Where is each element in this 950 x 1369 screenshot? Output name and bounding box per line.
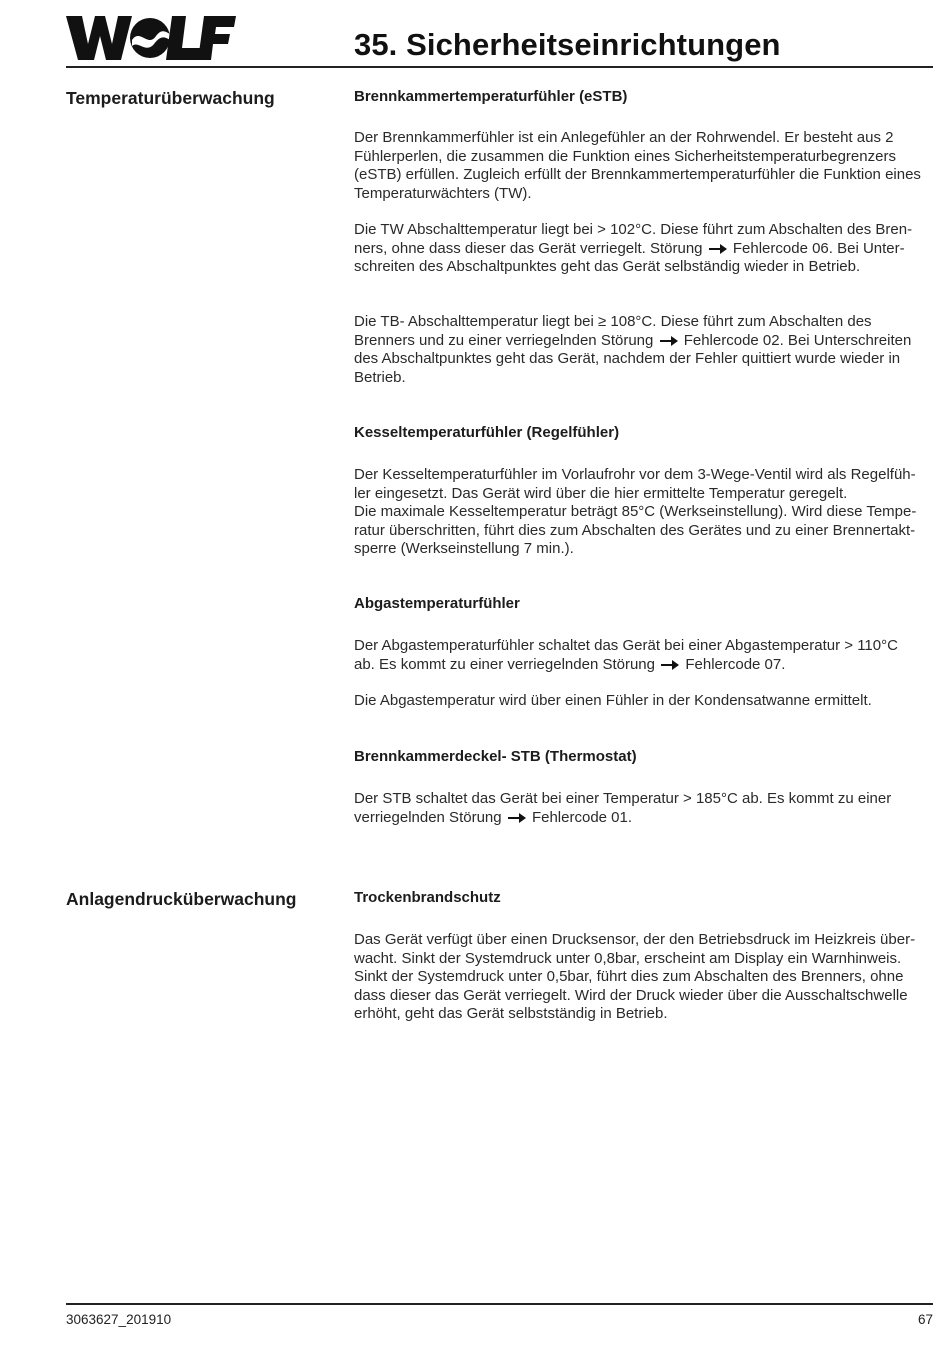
paragraph-brennkammerfuehler-description: Der Brennkammerfühler ist ein Anlegefühler an der Rohrwendel. Er besteht aus 2 Fühlerperlen, die zusammen die Funktion eines Sicherheitstemperaturbegrenzers (eSTB) erfüllen. Zugleich erfüllt der Brennkammertemperaturfühler die Funktion eines Temperaturwächters (TW). (354, 129, 921, 202)
subheading-brennkammerdeckel-stb: Brennkammerdeckel- STB (Thermostat) (354, 748, 637, 765)
paragraph-trockenbrandschutz: Das Gerät verfügt über einen Drucksensor, der den Betriebsdruck im Heizkreis über- wacht. Sinkt der Systemdruck unter 0,8bar, erscheint am Display ein Warnhinweis. Sinkt der Systemdruck unter 0,5bar, führt dies zum Abschalten des Brenners, ohne dass dieser das Gerät verriegelt. Wird der Druck wieder über die Ausschaltschwelle erhöht, geht das Gerät selbstständig in Betrieb. (354, 931, 916, 1022)
subheading-trockenbrandschutz: Trockenbrandschutz (354, 889, 501, 906)
paragraph-abgastemperaturfuehler: Der Abgastemperaturfühler schaltet das Gerät bei einer Abgastemperatur > 110°C ab. Es kommt zu einer verriegelnden Störung Fehlercode 07. (354, 637, 898, 673)
subheading-kesseltemperaturfuehler: Kesseltemperaturfühler (Regelfühler) (354, 424, 620, 441)
subheading-brennkammertemperaturfuehler: Brennkammertemperaturfühler (eSTB) (354, 88, 628, 105)
paragraph-tw-abschalttemperatur: Die TW Abschalttemperatur liegt bei > 102°C. Diese führt zum Abschalten des Bren- ners, ohne dass dieser das Gerät verriegelt. Störung Fehlercode 06. Bei Unter- schreiten des Abschaltpunktes geht das Gerät selbständig wieder in Betrieb. (354, 221, 913, 275)
paragraph-abgastemperatur-kondensatwanne: Die Abgastemperatur wird über einen Fühler in der Kondensatwanne ermittelt. (354, 692, 872, 709)
page-number: 67 (917, 1312, 933, 1327)
arrow-right-icon (661, 660, 679, 670)
arrow-right-icon (660, 336, 678, 346)
footer-divider (66, 1303, 933, 1305)
arrow-right-icon (709, 244, 727, 254)
header-divider (66, 66, 933, 68)
paragraph-brennkammerdeckel-stb: Der STB schaltet das Gerät bei einer Temperatur > 185°C ab. Es kommt zu einer verriegelnden Störung Fehlercode 01. (354, 790, 892, 826)
section-heading-anlagendruckueberwachung: Anlagendrucküberwachung (66, 889, 297, 909)
arrow-right-icon (508, 813, 526, 823)
paragraph-kesseltemperaturfuehler: Der Kesseltemperaturfühler im Vorlaufrohr vor dem 3-Wege-Ventil wird als Regelfüh- ler eingesetzt. Das Gerät wird über die hier ermittelte Temperatur geregelt. Die maximale Kesseltemperatur beträgt 85°C (Werkseinstellung). Wird diese Tempe- ratur überschritten, führt dies zum Abschalten des Gerätes und zu einer Brennertakt- sperre (Werkseinstellung 7 min.). (354, 466, 917, 557)
section-heading-temperaturueberwachung: Temperaturüberwachung (66, 88, 275, 108)
document-number: 3063627_201910 (66, 1312, 172, 1327)
paragraph-tb-abschalttemperatur: Die TB- Abschalttemperatur liegt bei ≥ 108°C. Diese führt zum Abschalten des Brenners und zu einer verriegelnden Störung Fehlercode 02. Bei Unterschreiten des Abschaltpunktes geht das Gerät, nachdem der Fehler quittiert wurde wieder in Betrieb. (354, 313, 912, 386)
subheading-abgastemperaturfuehler: Abgastemperaturfühler (354, 595, 520, 612)
wolf-logo (66, 14, 236, 62)
page-title: 35. Sicherheitseinrichtungen (354, 27, 781, 62)
